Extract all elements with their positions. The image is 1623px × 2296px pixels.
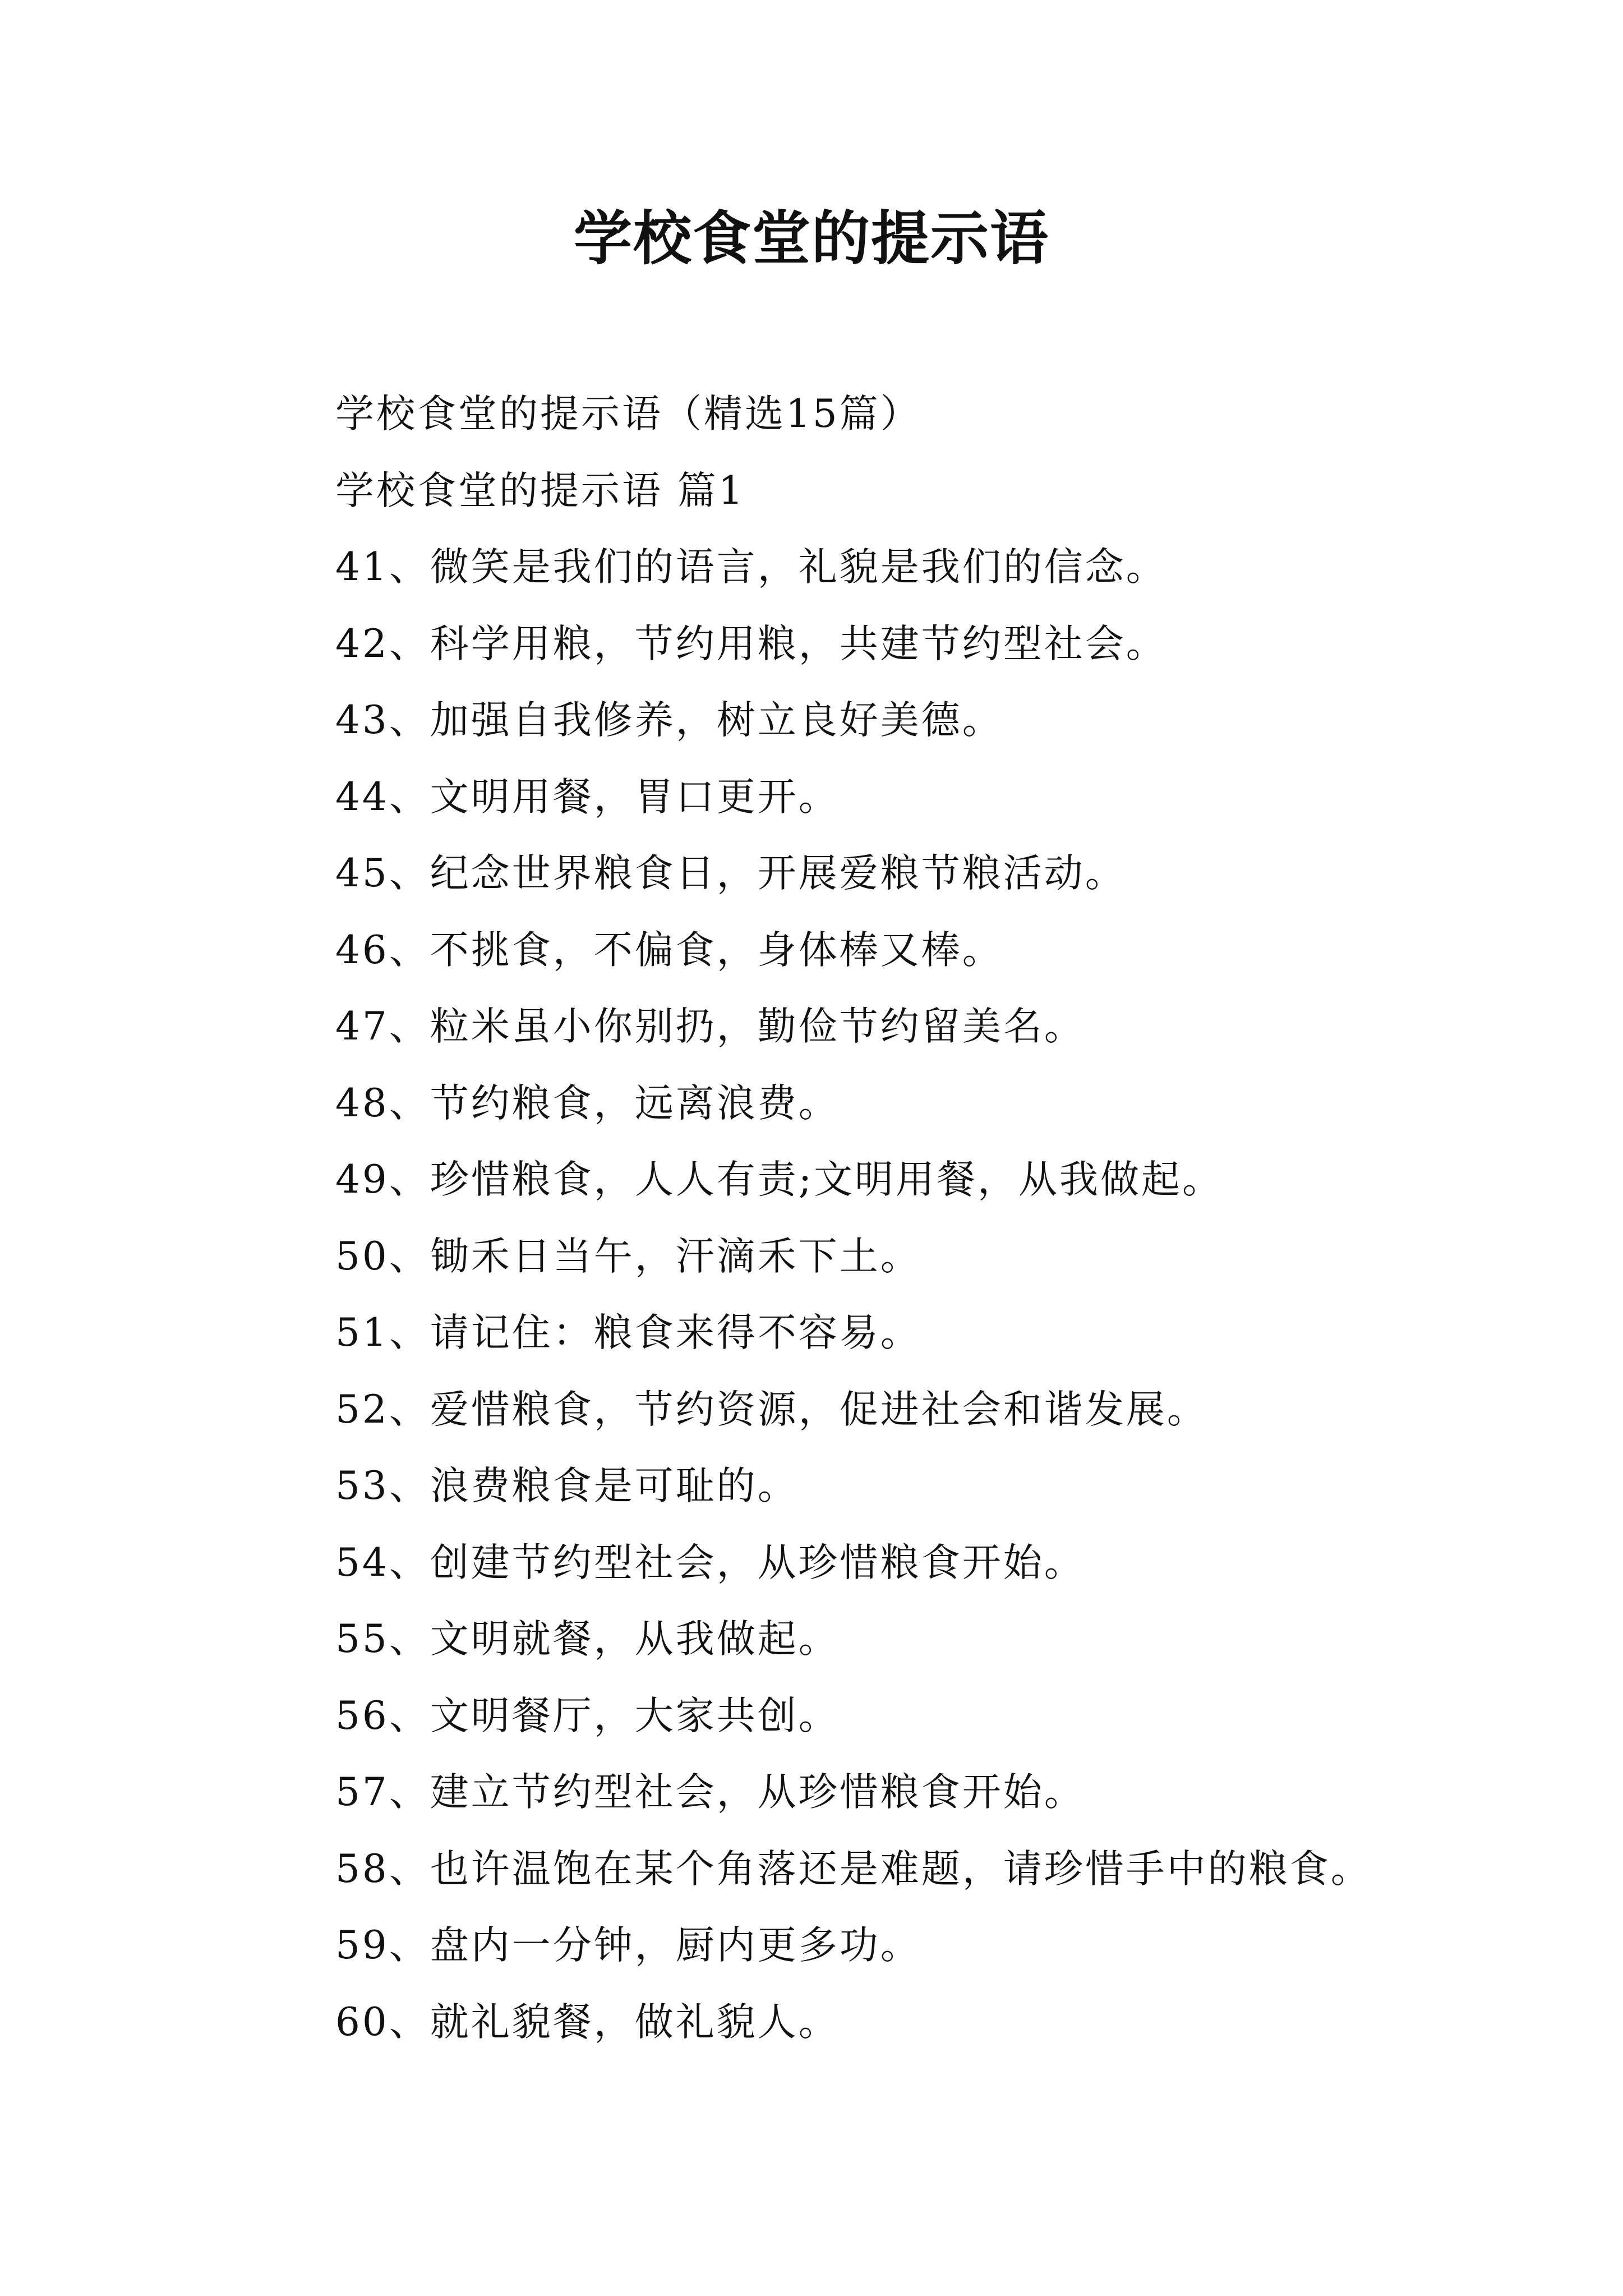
slogan-item: 53、浪费粮食是可耻的。 [335,1464,799,1508]
slogan-item: 55、文明就餐，从我做起。 [335,1617,840,1662]
slogan-item: 58、也许温饱在某个角落还是难题，请珍惜手中的粮食。 [335,1846,1372,1892]
slogan-item: 59、盘内一分钟，厨内更多功。 [335,1923,921,1968]
document-body [335,376,1569,2060]
document-title: 学校食堂的提示语 [573,204,1049,273]
slogan-item: 45、纪念世界粮食日，开展爱粮节粮活动。 [335,851,1126,896]
slogan-item: 41、微笑是我们的语言，礼貌是我们的信念。 [335,545,1167,590]
slogan-item: 50、锄禾日当午，汗滴禾下土。 [335,1234,921,1279]
slogan-item: 54、创建节约型社会，从珍惜粮食开始。 [335,1540,1085,1585]
slogan-item: 57、建立节约型社会，从珍惜粮食开始。 [335,1770,1085,1815]
slogan-item: 44、文明用餐，胃口更开。 [335,774,840,820]
slogan-item: 56、文明餐厅，大家共创。 [335,1693,840,1738]
slogan-item: 52、爱惜粮食，节约资源，促进社会和谐发展。 [335,1387,1208,1432]
slogan-item: 43、加强自我修养，树立良好美德。 [335,698,1003,743]
slogan-item: 60、就礼貌餐，做礼貌人。 [335,1999,840,2045]
slogan-list [335,529,1569,2060]
slogan-item: 48、节约粮食，远离浪费。 [335,1080,840,1126]
slogan-item: 46、不挑食，不偏食，身体棒又棒。 [335,927,1003,973]
slogan-item: 42、科学用粮，节约用粮，共建节约型社会。 [335,621,1167,666]
document-subtitle: 学校食堂的提示语（精选15篇） [335,392,921,436]
slogan-item: 51、请记住：粮食来得不容易。 [335,1310,921,1355]
slogan-item: 47、粒米虽小你别扔，勤俭节约留美名。 [335,1004,1085,1049]
slogan-item: 49、珍惜粮食，人人有责;文明用餐，从我做起。 [335,1157,1224,1202]
section-heading: 学校食堂的提示语 篇1 [335,468,745,513]
